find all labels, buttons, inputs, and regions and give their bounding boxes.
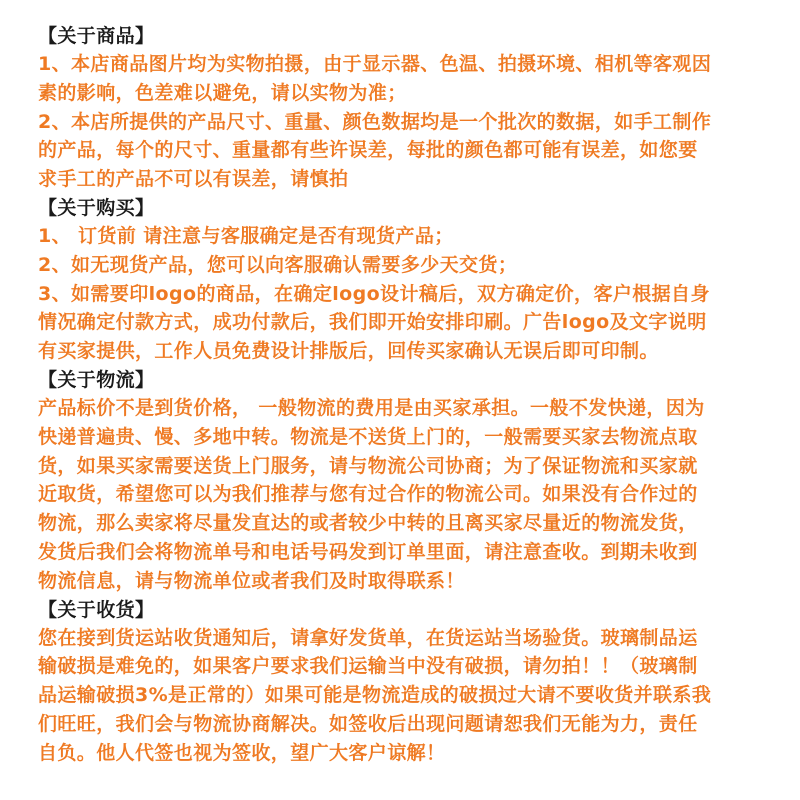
product-text-line: 求手工的产品不可以有误差，请慎拍 (38, 168, 349, 191)
receiving-text-line: 品运输破损3%是正常的）如果可能是物流造成的破损过大请不要收货并联系我 (38, 684, 712, 707)
product-text-line: 素的影响，色差难以避免，请以实物为准； (38, 81, 407, 104)
section-heading-product: 【关于商品】 (38, 25, 155, 47)
purchase-text-line: 2、如无现货产品，您可以向客服确认需要多少天交货； (38, 253, 518, 276)
section-heading-receiving: 【关于收货】 (38, 598, 155, 621)
section-logistics (38, 366, 770, 596)
product-text-line: 2、本店所提供的产品尺寸、重量、颜色数据均是一个批次的数据，如手工制作 (38, 110, 712, 133)
purchase-text-line: 1、 订货前 请注意与客服确定是否有现货产品； (38, 224, 454, 247)
logistics-text-line: 快递普遍贵、慢、多地中转。物流是不送货上门的，一般需要买家去物流点取 (38, 425, 698, 448)
logistics-text-line: 发货后我们会将物流单号和电话号码发到订单里面，请注意查收。到期未收到 (38, 540, 698, 563)
product-text-line: 的产品，每个的尺寸、重量都有些许误差，每批的颜色都可能有误差，如您要 (38, 139, 698, 162)
receiving-text-line: 们旺旺，我们会与物流协商解决。如签收后出现问题请恕我们无能为力，责任 (38, 712, 698, 735)
logistics-text-line: 产品标价不是到货价格， 一般物流的费用是由买家承担。一般不发快递，因为 (38, 396, 705, 419)
section-purchase (38, 194, 770, 366)
receiving-text-line: 自负。他人代签也视为签收，望广大客户谅解！ (38, 741, 446, 764)
purchase-text-line: 3、如需要印logo的商品，在确定logo设计稿后，双方确定价，客户根据自身 (38, 282, 710, 305)
section-receiving (38, 596, 770, 768)
section-product (38, 22, 770, 194)
purchase-text-line: 情况确定付款方式，成功付款后，我们即开始安排印刷。广告logo及文字说明 (38, 311, 707, 334)
logistics-text-line: 物流，那么卖家将尽量发直达的或者较少中转的且离买家尽量近的物流发货， (38, 512, 698, 535)
section-heading-purchase: 【关于购买】 (38, 196, 155, 219)
receiving-text-line: 输破损是难免的，如果客户要求我们运输当中没有破损，请勿拍！！（玻璃制 (38, 655, 698, 678)
purchase-text-line: 有买家提供，工作人员免费设计排版后，回传买家确认无误后即可印制。 (38, 340, 659, 363)
receiving-text-line: 您在接到货运站收货通知后，请拿好发货单，在货运站当场验货。玻璃制品运 (38, 626, 698, 649)
logistics-text-line: 货，如果买家需要送货上门服务，请与物流公司协商；为了保证物流和买家就 (38, 454, 698, 477)
product-text-line: 1、本店商品图片均为实物拍摄，由于显示器、色温、拍摄环境、相机等客观因 (38, 53, 712, 75)
section-heading-logistics: 【关于物流】 (38, 368, 155, 391)
logistics-text-line: 物流信息，请与物流单位或者我们及时取得联系！ (38, 569, 465, 592)
logistics-text-line: 近取货，希望您可以为我们推荐与您有过合作的物流公司。如果没有合作过的 (38, 483, 698, 506)
